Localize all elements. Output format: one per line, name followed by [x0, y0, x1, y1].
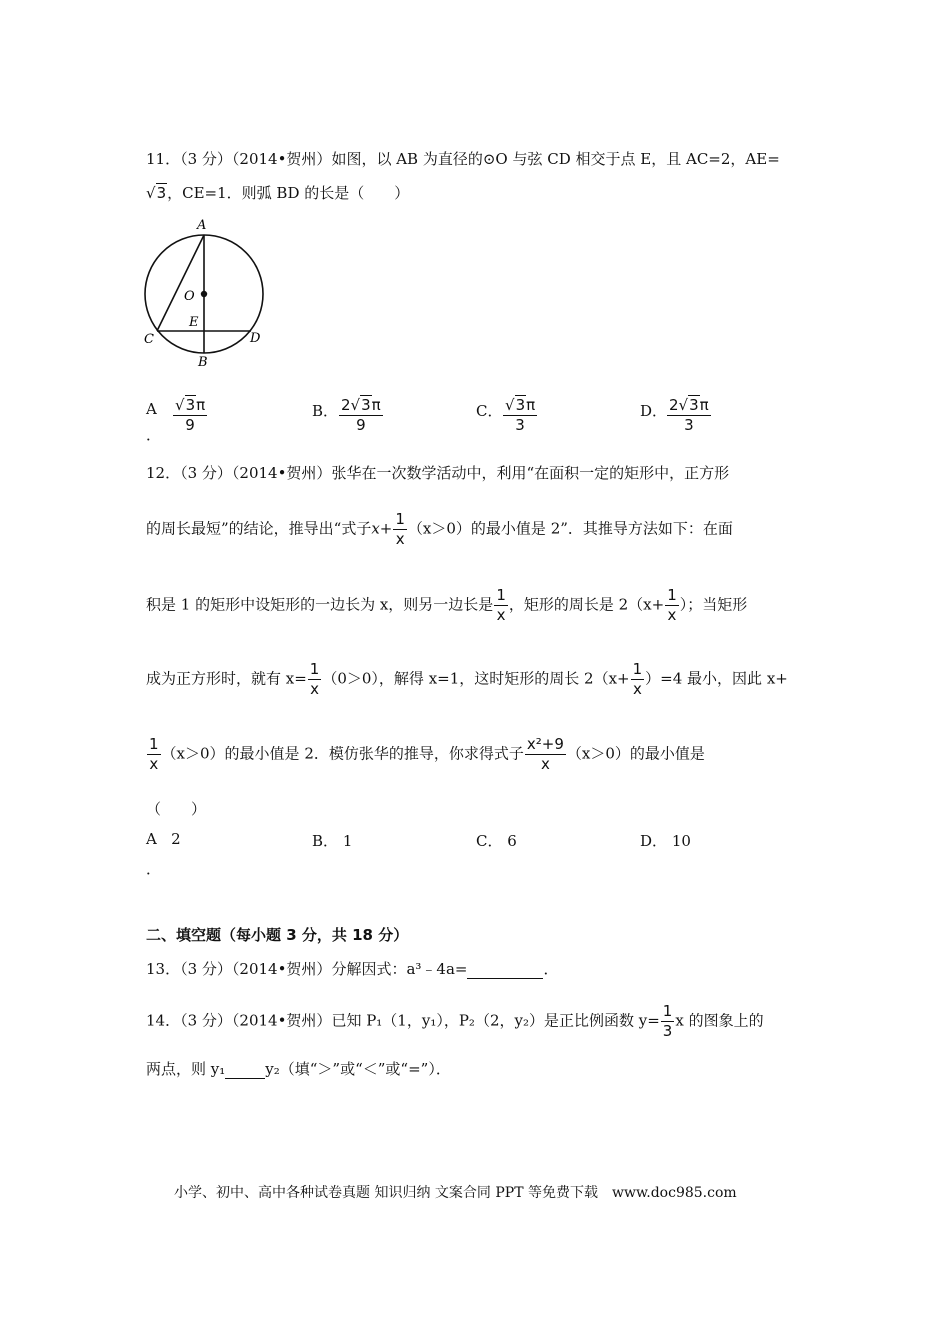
q12-number: 12． [146, 464, 181, 482]
q12-line2: 的周长最短”的结论，推导出“式子x+ $\frac{1}{x}$ （x＞0）的最小值是 2”．其推导方法如下：在面 [146, 510, 733, 548]
q11-option-a-value: $\frac{√3\pi}{9}$ [175, 396, 206, 434]
q13: 13．（3 分）（2014•贺州）分解因式：a³﹣4a= ． [146, 960, 559, 978]
q11-option-c-value: $\frac{√3\pi}{3}$ [505, 396, 536, 434]
sqrt-3: √3 [146, 184, 167, 202]
q12-line4: 成为正方形时，就有 x= $\frac{1}{x}$ （0＞0），解得 x=1，这时矩形的周长 2（x+ $\frac{1}{x}$ ）=4 最小，因此 x+ [146, 660, 788, 698]
q11-number: 11． [146, 150, 181, 168]
fraction-1-over-3: $\frac{1}{3}$ [662, 1002, 673, 1040]
q11-option-d-value: $\frac{2√3\pi}{3}$ [669, 396, 709, 434]
label-d: D [250, 331, 261, 346]
q12-score: （3 分） [180, 464, 232, 482]
q11-option-a[interactable]: A [146, 400, 157, 418]
q11-option-d[interactable]: D． [640, 402, 668, 420]
q13-answer-blank[interactable] [467, 960, 543, 979]
q11-option-c[interactable]: C． [476, 402, 503, 420]
q11-stem-line2: ，CE=1．则弧 BD 的长是（ ） [167, 184, 410, 202]
label-o: O [184, 289, 195, 304]
q12-option-d[interactable]: D． 10 [640, 832, 691, 850]
label-e: E [189, 315, 199, 330]
q12-line3: 积是 1 的矩形中设矩形的一边长为 x，则另一边长是 $\frac{1}{x}$ ，矩形的周长是 2（x+ $\frac{1}{x}$ ）；当矩形 [146, 586, 748, 624]
q12-option-b[interactable]: B． 1 [312, 832, 353, 850]
q12-option-c[interactable]: C． 6 [476, 832, 517, 850]
q12-answer-paren: （ ） [146, 800, 207, 818]
q14-line1: 14．（3 分）（2014•贺州）已知 P₁（1，y₁），P₂（2，y₂）是正比例函数 y= $\frac{1}{3}$ x 的图象上的 [146, 1002, 764, 1040]
label-b: B [198, 355, 208, 370]
q11-option-b[interactable]: B． [312, 402, 339, 420]
q12-source: （2014•贺州） [231, 464, 332, 482]
q11-circle-figure [138, 215, 273, 370]
q11-score: （3 分） [180, 150, 232, 168]
center-point [201, 291, 207, 297]
q12-option-a-dot: ． [146, 860, 162, 878]
q11-source: （2014•贺州） [231, 150, 332, 168]
q14-line2: 两点，则 y₁ y₂（填“＞”或“＜”或“=”）． [146, 1060, 451, 1078]
q11-option-a-dot: ． [146, 426, 162, 444]
label-c: C [144, 332, 154, 347]
fraction-x2-plus-9-over-x: $\frac{\text{x²+9}}{x}$ [526, 735, 564, 773]
q11-line2 [146, 182, 409, 203]
q11-line1 [146, 148, 780, 169]
q12-option-a[interactable]: A 2 [146, 830, 181, 848]
q14-answer-blank[interactable] [225, 1060, 265, 1079]
q12-line5: $\frac{1}{x}$ （x＞0）的最小值是 2．模仿张华的推导，你求得式子 $\frac{\text{x²+9}}{x}$ （x＞0）的最小值是 [149, 735, 705, 773]
label-a: A [197, 218, 207, 233]
q11-stem-line1: 如图，以 AB 为直径的⊙O 与弦 CD 相交于点 E，且 AC=2，AE= [331, 150, 780, 168]
q11-option-b-value: $\frac{2√3\pi}{9}$ [341, 396, 381, 434]
fraction-1-over-x: $\frac{1}{x}$ [395, 510, 405, 548]
q12-line1: 12．（3 分）（2014•贺州）张华在一次数学活动中，利用“在面积一定的矩形中，正方形 [146, 464, 730, 482]
page-footer: 小学、初中、高中各种试卷真题 知识归纳 文案合同 PPT 等免费下载 www.doc985.com [174, 1185, 737, 1201]
section-title: 二、填空题（每小题 3 分，共 18 分） [146, 926, 409, 944]
